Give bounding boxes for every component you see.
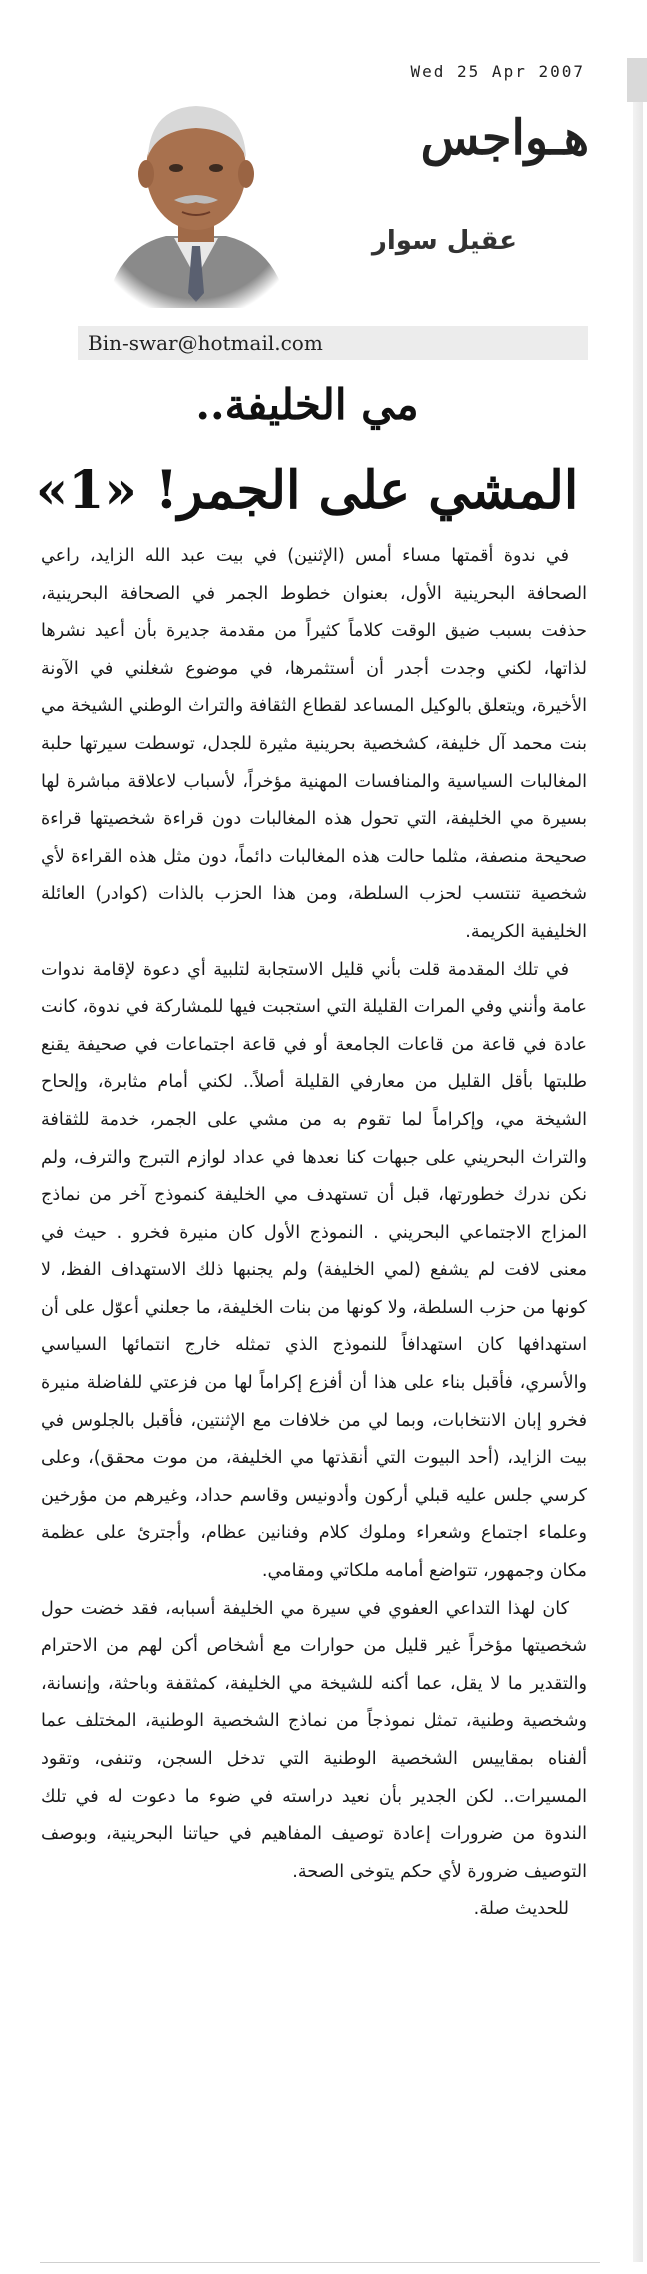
article-body [41, 538, 587, 1929]
margin-stripe [633, 102, 643, 2262]
author-portrait [96, 78, 296, 308]
issue-date: Wed 25 Apr 2007 [410, 62, 585, 81]
article-paragraph: كان لهذا التداعي العفوي في سيرة مي الخليفة أسبابه، فقد خضت حول شخصيتها مؤخراً غير قليل من حوارات مع أشخاص أكن لهم من الاحترام والتقدير ما لا يقل، عما أكنه للشيخة مي الخليفة، كمثقفة وباحثة، وإنسانة، وشخصية وطنية، تمثل نموذجاً من نماذج الشخصية الوطنية، المختلف عما ألفناه بمقاييس الشخصية الوطنية التي تدخل السجن، وتنفى، وتقود المسيرات.. لكن الجدير بأن نعيد دراسته في ضوء ما دعوت له في تلك الندوة من ضرورات إعادة توصيف المفاهيم في حياتنا البحرينية، وبوصف التوصيف ضرورة لأي حكم يتوخى الصحة. [41, 1598, 587, 1882]
article-paragraph: للحديث صلة. [473, 1899, 569, 1920]
article-paragraph: في تلك المقدمة قلت بأني قليل الاستجابة لتلبية أي دعوة لإقامة ندوات عامة وأنني وفي المرات القليلة التي استجبت فيها للمشاركة في ندوة، كانت عادة في قاعة من قاعات الجامعة أو في قاعة اجتماعات في صحيفة يقنع طلبتها بأقل القليل من معارفي القليلة أصلاً.. لكني أمام مثابرة، وإلحاح الشيخة مي، وإكراماً لما تقوم به من مشي على الجمر، خدمة للثقافة والتراث البحريني على جبهات كنا نعدها في عداد لوازم التبرج والترف، ولم نكن ندرك خطورتها، قبل أن تستهدف مي الخليفة كنموذج آخر من نماذج المزاج الاجتماعي البحريني . النموذج الأول كان منيرة فخرو . حيث في معنى لافت لم يشفع (لمي الخليفة) ولم يجنبها ذلك الاستهداف الفظ، لا كونها من حزب السلطة، ولا كونها من بنات الخليفة، ما جعلني أعوّل على أن استهدافها كان استهدافاً للنموذج الذي تمثله خارج انتمائها السياسي والأسري، فأقبل بناء على هذا أن أفزع إكراماً لها من فزعتي للفاضلة منيرة فخرو إبان الانتخابات، وبما لي من خلافات مع الإثنتين، فأقبل بالجلوس في بيت الزايد، (أحد البيوت التي أنقذتها مي الخليفة، من موت محقق)، وعلى كرسي جلس عليه قبلي أركون وأدونيس وقاسم حداد، وغيرهم من مؤرخين وعلماء اجتماع وشعراء وملوك كلام وفنانين عظام، وأجترئ على عظمة مكان وجمهور، تتواضع أمامه ملكاتي ومقامي. [41, 959, 587, 1582]
bottom-rule [40, 2262, 600, 2263]
headline-line-1: مي الخليفة.. [195, 380, 419, 429]
column-title: هـواجس [420, 110, 589, 166]
article-paragraph: في ندوة أقمتها مساء أمس (الإثنين) في بيت عبد الله الزايد، راعي الصحافة البحرينية الأول، بعنوان خطوط الجمر في الصحافة البحرينية، حذفت بسبب ضيق الوقت كلاماً كثيراً من مقدمة جديرة بأن أعيد نشرها لذاتها، لكني وجدت أجدر أن أستثمرها، في موضوع شغلني في الآونة الأخيرة، ويتعلق بالوكيل المساعد لقطاع الثقافة والتراث الوطني الشيخة مي بنت محمد آل خليفة، كشخصية بحرينية مثيرة للجدل، توسطت سيرتها حلبة المغالبات السياسية والمنافسات المهنية مؤخراً، لأسباب لاعلاقة مباشرة لها بسيرة مي الخليفة، التي تحول هذه المغالبات دون قراءة شخصيتها قراءة صحيحة منصفة، مثلما حالت هذه المغالبات دائماً، دون مثل هذه القراءة لأي شخصية تنتسب لحزب السلطة، ومن هذا الحزب بالذات (كوادر) العائلة الخليفية الكريمة. [41, 546, 587, 942]
email-bar [78, 326, 588, 360]
headline-line-2: المشي على الجمر! «1» [35, 460, 579, 521]
author-email: Bin-swar@hotmail.com [88, 331, 323, 355]
corner-mark [627, 58, 647, 102]
author-name: عقيل سوار [371, 226, 517, 256]
